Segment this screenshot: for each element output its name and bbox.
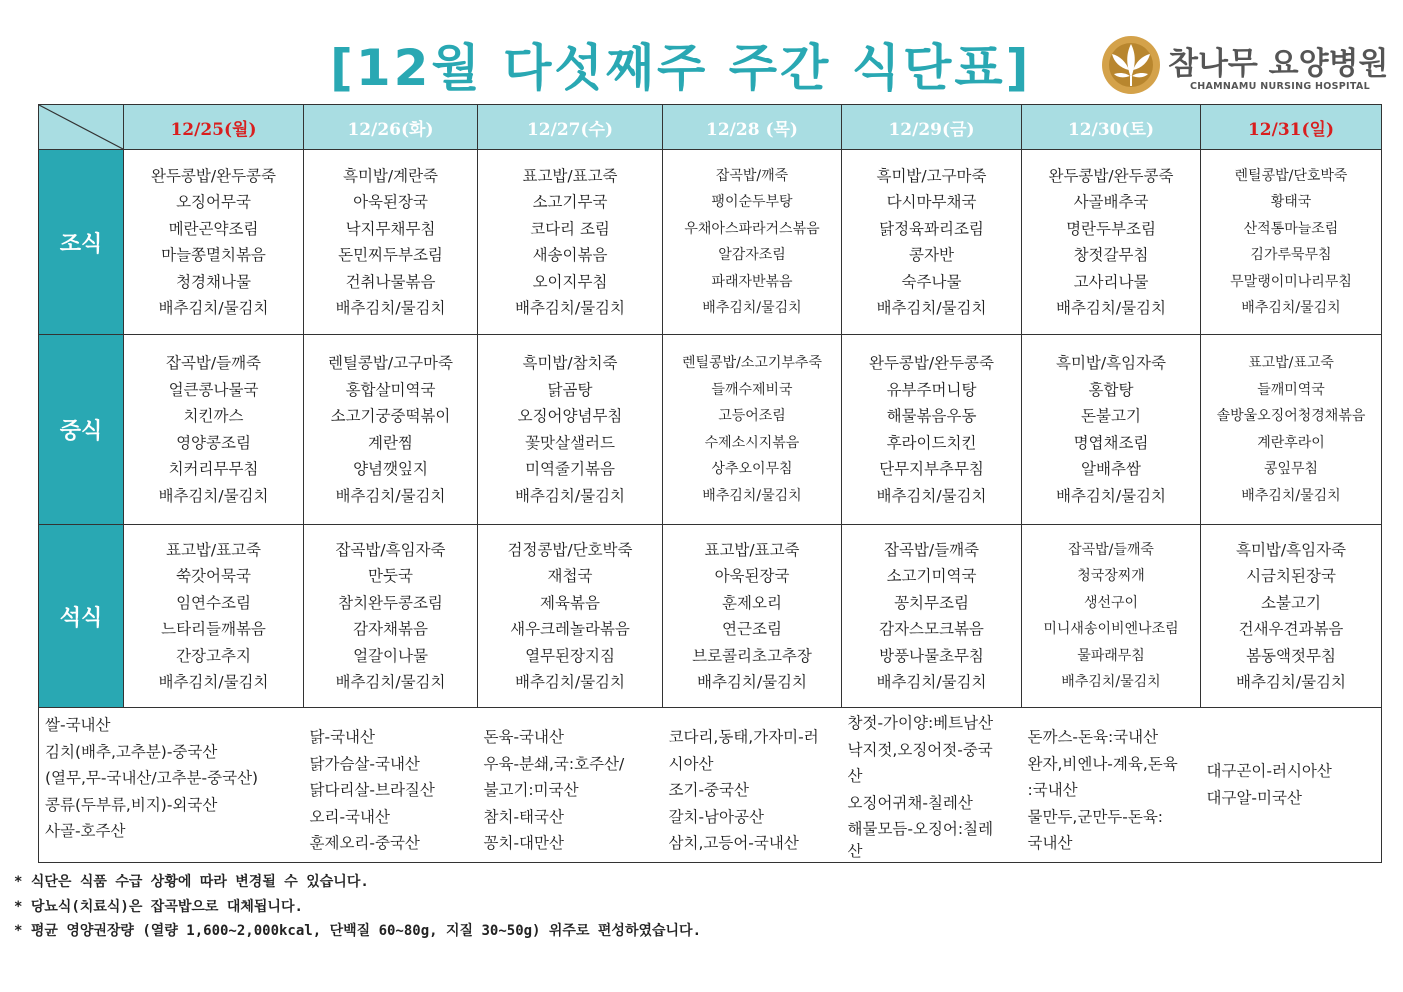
menu-item: 다시마무채국	[886, 193, 977, 211]
day-header-fri: 12/29(금)	[842, 105, 1022, 150]
origin-item: 꽁치-대만산	[483, 834, 564, 853]
menu-item: 새우크레놀라볶음	[510, 620, 630, 638]
menu-item: 돈불고기	[1081, 407, 1141, 425]
menu-item: 배추김치/물김치	[876, 673, 987, 691]
menu-item: 잡곡밥/들깨죽	[165, 354, 262, 372]
origin-item: 콩류(두부류,비지)-외국산	[45, 795, 218, 814]
origin-item: 대구알-미국산	[1206, 789, 1302, 807]
day-header-wed: 12/27(수)	[478, 105, 663, 150]
menu-item: 임연수조림	[176, 593, 251, 612]
menu-cell	[1201, 150, 1382, 335]
menu-item: 청경채나물	[176, 272, 251, 291]
menu-cell	[1022, 150, 1201, 335]
origin-item: 물만두,군만두-돈육:	[1027, 807, 1164, 826]
meal-label-dinner: 석식	[39, 525, 124, 708]
breakfast-row	[39, 150, 1382, 335]
dinner-row	[39, 525, 1382, 708]
menu-cell	[304, 335, 478, 525]
origin-item: 조기-중국산	[668, 781, 749, 800]
day-header-thu: 12/28 (목)	[663, 105, 842, 150]
menu-item: 배추김치/물김치	[158, 673, 269, 691]
menu-item: 감자채볶음	[353, 620, 428, 638]
menu-item: 고등어조림	[718, 408, 786, 424]
menu-item: 숙주나물	[901, 272, 962, 291]
menu-item: 완두콩밥/완두콩죽	[150, 166, 276, 185]
oak-leaf-logo-icon	[1100, 34, 1162, 96]
menu-item: 팽이순두부탕	[711, 194, 793, 210]
menu-cell	[304, 150, 478, 335]
menu-item: 느타리들깨볶음	[161, 620, 266, 638]
menu-item: 유부주머니탕	[886, 380, 977, 399]
menu-item: 김가루묵무침	[1250, 247, 1332, 263]
menu-item: 흑미밥/참치죽	[522, 354, 618, 372]
origin-item: 돈까스-돈육:국내산	[1027, 728, 1159, 746]
origin-block	[1022, 708, 1201, 863]
menu-item: 들깨미역국	[1257, 381, 1325, 398]
menu-item: 배추김치/물김치	[1055, 299, 1167, 317]
menu-item: 후라이드치킨	[886, 433, 977, 452]
menu-item: 훈제오리	[722, 593, 782, 612]
menu-item: 배추김치/물김치	[1055, 486, 1167, 505]
menu-item: 렌틸콩밥/소고기부추죽	[682, 355, 822, 371]
menu-item: 물파래무침	[1077, 647, 1145, 664]
menu-item: 청국장찌개	[1077, 568, 1145, 584]
menu-cell	[304, 525, 478, 708]
menu-item: 얼큰콩나물국	[168, 380, 259, 399]
menu-item: 파래자반볶음	[711, 273, 793, 290]
menu-item: 검정콩밥/단호박죽	[507, 540, 633, 559]
menu-item: 배추김치/물김치	[1241, 300, 1341, 316]
menu-item: 얼갈이나물	[353, 646, 428, 665]
menu-item: 제육볶음	[540, 593, 600, 612]
menu-cell	[1201, 335, 1382, 525]
origin-item: 갈치-남아공산	[668, 807, 764, 826]
menu-cell	[842, 150, 1022, 335]
menu-item: 배추김치/물김치	[158, 486, 269, 505]
menu-cell	[478, 335, 663, 525]
menu-cell	[478, 525, 663, 708]
menu-item: 고사리나물	[1073, 272, 1149, 291]
menu-item: 콩자반	[909, 246, 954, 264]
menu-item: 잡곡밥/흑임자죽	[335, 540, 446, 559]
origin-item: 낙지젓,오징어젓-중국	[847, 740, 993, 759]
day-header-sun: 12/31(일)	[1201, 105, 1382, 150]
menu-item: 산적통마늘조림	[1243, 220, 1339, 237]
footnote: * 당뇨식(치료식)은 잡곡밥으로 대체됩니다.	[14, 898, 303, 915]
origin-item: :국내산	[1027, 781, 1078, 800]
origin-item: 산	[847, 767, 863, 786]
menu-item: 방풍나물초무침	[879, 646, 984, 665]
origin-block	[1201, 708, 1382, 863]
menu-item: 낙지무채무침	[345, 219, 436, 238]
footnotes	[14, 870, 701, 944]
menu-item: 마늘쫑멸치볶음	[161, 246, 266, 264]
menu-item: 잡곡밥/깨죽	[715, 167, 789, 184]
menu-item: 만둣국	[368, 567, 413, 585]
menu-item: 건취나물볶음	[345, 272, 436, 291]
origin-item: 해물모듬-오징어:칠레	[847, 820, 994, 839]
menu-item: 배추김치/물김치	[702, 487, 802, 504]
menu-item: 미역줄기볶음	[525, 460, 615, 478]
menu-item: 꽁치무조림	[894, 593, 969, 612]
menu-item: 배추김치/물김치	[1061, 674, 1161, 690]
menu-item: 렌틸콩밥/단호박죽	[1234, 167, 1348, 184]
origin-item: 오징어귀채-칠레산	[847, 793, 973, 812]
weekly-menu-table	[38, 104, 1382, 863]
menu-item: 소고기무국	[532, 193, 608, 211]
origin-item: 산	[847, 842, 863, 859]
menu-item: 배추김치/물김치	[876, 486, 987, 505]
origin-item: 닭가슴살-국내산	[309, 754, 420, 773]
menu-item: 렌틸콩밥/고구마죽	[327, 354, 453, 372]
menu-item: 감자스모크볶음	[879, 620, 984, 638]
origin-item: 김치(배추,고추분)-중국산	[45, 742, 218, 761]
menu-item: 배추김치/물김치	[335, 673, 446, 691]
menu-item: 창젓갈무침	[1073, 246, 1149, 264]
menu-item: 명엽채조림	[1073, 433, 1149, 452]
menu-item: 우채아스파라거스볶음	[684, 220, 820, 237]
origin-item: 코다리,동태,가자미-러	[668, 728, 819, 746]
menu-item: 닭곰탕	[547, 380, 593, 399]
origin-item: (열무,무-국내산/고추분-중국산)	[45, 769, 259, 788]
menu-item: 생선구이	[1083, 594, 1139, 611]
origin-item: 불고기:미국산	[483, 781, 579, 800]
menu-item: 배추김치/물김치	[335, 299, 446, 317]
footnote: * 평균 영양권장량 (열량 1,600~2,000kcal, 단백질 60~80g, 지질 30~50g) 위주로 편성하였습니다.	[14, 923, 702, 939]
origin-item: 참치-태국산	[483, 807, 564, 826]
menu-item: 단무지부추무침	[879, 460, 984, 478]
menu-item: 완두콩밥/완두콩죽	[868, 354, 994, 372]
menu-item: 수제소시지볶음	[704, 434, 800, 451]
menu-item: 계란후라이	[1257, 434, 1325, 451]
day-header-row	[39, 105, 1382, 150]
menu-cell	[842, 335, 1022, 525]
menu-item: 표고밥/표고죽	[704, 540, 800, 559]
corner-cell	[39, 105, 124, 150]
menu-item: 계란찜	[368, 433, 413, 452]
hospital-logo	[1100, 34, 1390, 98]
menu-item: 연근조림	[722, 620, 782, 638]
menu-cell	[663, 525, 842, 708]
origin-block	[478, 708, 663, 863]
footnote: * 식단은 식품 수급 상황에 따라 변경될 수 있습니다.	[14, 874, 369, 890]
menu-item: 명란두부조림	[1066, 219, 1156, 238]
hospital-name: 참나무 요양병원	[1168, 46, 1389, 82]
menu-item: 시금치된장국	[1246, 567, 1336, 585]
menu-item: 배추김치/물김치	[514, 299, 626, 317]
menu-cell	[842, 525, 1022, 708]
menu-item: 해물볶음우동	[886, 407, 977, 425]
menu-item: 새송이볶음	[532, 246, 608, 264]
menu-item: 영양콩조림	[176, 433, 251, 452]
menu-item: 흑미밥/흑임자죽	[1235, 540, 1347, 559]
menu-item: 무말랭이미나리무침	[1230, 273, 1352, 290]
origin-item: 삼치,고등어-국내산	[668, 834, 799, 853]
origin-block	[842, 708, 1022, 863]
menu-item: 코다리 조림	[530, 219, 610, 238]
menu-item: 배추김치/물김치	[158, 299, 269, 317]
menu-item: 열무된장지짐	[525, 646, 615, 665]
menu-item: 흑미밥/흑임자죽	[1055, 354, 1167, 372]
menu-item: 표고밥/표고죽	[522, 166, 618, 185]
menu-item: 잡곡밥/들깨죽	[1068, 541, 1154, 558]
menu-cell	[124, 525, 304, 708]
menu-item: 완두콩밥/완두콩죽	[1048, 166, 1174, 185]
menu-item: 간장고추지	[176, 646, 251, 665]
menu-item: 흑미밥/계란죽	[342, 166, 439, 185]
menu-item: 건새우견과볶음	[1238, 620, 1344, 638]
menu-item: 표고밥/표고죽	[165, 540, 262, 559]
lunch-row	[39, 335, 1382, 525]
menu-item: 콩잎무침	[1263, 461, 1319, 477]
origin-item: 완자,비엔나-계육,돈육	[1027, 754, 1178, 773]
menu-item: 치커리무무침	[168, 460, 259, 478]
menu-item: 브로콜리초고추장	[692, 646, 812, 665]
menu-item: 표고밥/표고죽	[1248, 355, 1334, 371]
menu-item: 쑥갓어묵국	[176, 567, 251, 585]
menu-item: 솔방울오징어청경채볶음	[1216, 408, 1366, 424]
menu-item: 홍합탕	[1088, 380, 1134, 399]
origin-item: 훈제오리-중국산	[309, 834, 420, 853]
menu-item: 소불고기	[1261, 593, 1321, 612]
origin-block	[663, 708, 842, 863]
menu-item: 아욱된장국	[714, 567, 790, 585]
origin-item: 오리-국내산	[309, 807, 390, 826]
menu-item: 홍합살미역국	[345, 380, 436, 399]
origin-block	[304, 708, 478, 863]
menu-item: 잡곡밥/들깨죽	[883, 540, 980, 559]
menu-cell	[663, 150, 842, 335]
menu-item: 꽃맛살샐러드	[525, 433, 615, 452]
origin-item: 쌀-국내산	[45, 716, 111, 734]
menu-item: 배추김치/물김치	[1235, 673, 1347, 691]
menu-item: 사골배추국	[1073, 193, 1149, 211]
origin-row	[39, 708, 1382, 863]
menu-item: 오징어양념무침	[517, 407, 623, 425]
hospital-name-en: CHAMNAMU NURSING HOSPITAL	[1190, 81, 1370, 92]
menu-item: 미니새송이비엔나조림	[1043, 621, 1179, 637]
menu-item: 오이지무침	[532, 272, 608, 291]
page-title: [12월 다섯째주 주간 식단표]	[330, 39, 1032, 97]
menu-cell	[124, 335, 304, 525]
menu-item: 닭정육꽈리조림	[879, 219, 984, 238]
menu-item: 봄동액젓무침	[1246, 646, 1336, 665]
menu-item: 돈민찌두부조림	[338, 246, 443, 264]
menu-item: 배추김치/물김치	[876, 299, 987, 317]
menu-cell	[663, 335, 842, 525]
menu-item: 아욱된장국	[353, 193, 428, 211]
origin-item: 돈육-국내산	[483, 728, 564, 746]
menu-item: 재첩국	[547, 567, 593, 585]
menu-item: 알배추쌈	[1081, 460, 1141, 478]
origin-item: 국내산	[1027, 834, 1073, 853]
menu-cell	[1022, 335, 1201, 525]
origin-item: 대구곤이-러시아산	[1206, 762, 1332, 781]
menu-item: 소고기궁중떡볶이	[330, 407, 451, 425]
menu-item: 들깨수제비국	[711, 381, 793, 398]
origin-block	[39, 708, 304, 863]
menu-item: 상추오이무침	[711, 461, 793, 477]
menu-cell	[478, 150, 663, 335]
menu-item: 흑미밥/고구마죽	[876, 166, 987, 185]
menu-cell	[1201, 525, 1382, 708]
menu-item: 배추김치/물김치	[514, 673, 626, 691]
menu-item: 알감자조림	[718, 247, 786, 263]
menu-item: 오징어무국	[176, 193, 251, 211]
menu-item: 배추김치/물김치	[702, 300, 802, 316]
menu-item: 메란곤약조림	[168, 219, 259, 238]
menu-item: 양념깻잎지	[353, 460, 428, 478]
menu-item: 황태국	[1270, 194, 1312, 210]
menu-item: 참치완두콩조림	[338, 593, 443, 612]
menu-item: 배추김치/물김치	[696, 673, 808, 691]
menu-item: 치킨까스	[183, 407, 244, 425]
menu-item: 소고기미역국	[886, 567, 977, 585]
origin-item: 우육-분쇄,국:호주산/	[483, 754, 625, 773]
meal-label-lunch: 중식	[39, 335, 124, 525]
menu-item: 배추김치/물김치	[1241, 487, 1341, 504]
origin-item: 닭-국내산	[309, 728, 375, 746]
day-header-tue: 12/26(화)	[304, 105, 478, 150]
origin-item: 창젓-가이양:베트남산	[847, 714, 994, 732]
menu-item: 배추김치/물김치	[335, 486, 446, 505]
menu-cell	[124, 150, 304, 335]
day-header-mon: 12/25(월)	[124, 105, 304, 150]
origin-item: 사골-호주산	[45, 822, 126, 841]
origin-item: 닭다리살-브라질산	[309, 781, 435, 800]
day-header-sat: 12/30(토)	[1022, 105, 1201, 150]
origin-item: 시아산	[668, 754, 714, 773]
menu-cell	[1022, 525, 1201, 708]
menu-item: 배추김치/물김치	[514, 486, 626, 505]
meal-label-breakfast: 조식	[39, 150, 124, 335]
